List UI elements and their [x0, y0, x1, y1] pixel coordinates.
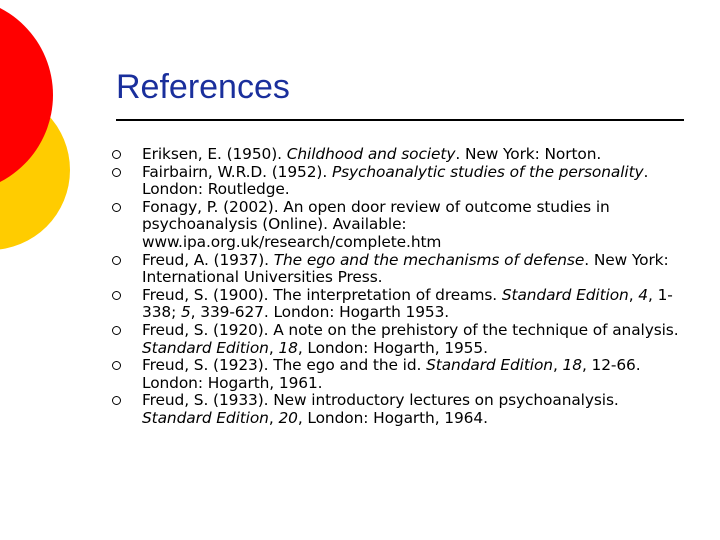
- reference-item: [112, 322, 692, 357]
- reference-text: ,: [552, 356, 563, 375]
- reference-text: , 339-627. London: Hogarth 1953.: [190, 303, 450, 322]
- reference-text: . New York: Norton.: [455, 145, 602, 163]
- reference-italic-text: Standard Edition: [501, 285, 629, 304]
- bullet-icon: [112, 361, 121, 370]
- reference-text: Freud, S. (1923). The ego and the id.: [142, 356, 427, 375]
- reference-text: ,: [628, 285, 639, 304]
- bullet-icon: [112, 326, 121, 335]
- reference-text: , London: Hogarth, 1964.: [297, 408, 488, 427]
- reference-text: ,: [268, 338, 279, 357]
- reference-item: [112, 199, 692, 252]
- page-title: References: [116, 68, 290, 106]
- reference-text: . London: Routledge.: [142, 162, 649, 199]
- reference-item: [112, 392, 692, 427]
- reference-item: [112, 252, 692, 287]
- reference-item: [112, 164, 692, 199]
- reference-italic-text: Standard Edition: [426, 356, 553, 375]
- bullet-icon: [112, 256, 121, 265]
- reference-italic-text: 18: [562, 356, 582, 375]
- bullet-icon: [112, 168, 121, 177]
- reference-text: Freud, S. (1933). New introductory lectures on psychoanalysis.: [142, 391, 619, 410]
- reference-text: Fonagy, P. (2002). An open door review of outcome studies in psychoanalysis (Online). Available: www.ipa.org.uk/research/complete.htm: [142, 197, 610, 251]
- reference-text: Freud, A. (1937).: [142, 250, 274, 269]
- reference-item: [112, 357, 692, 392]
- bullet-icon: [112, 396, 121, 405]
- bullet-icon: [112, 291, 121, 300]
- reference-italic-text: Standard Edition: [142, 338, 269, 357]
- reference-item: [112, 146, 692, 164]
- reference-italic-text: 20: [278, 408, 298, 427]
- reference-italic-text: The ego and the mechanisms of defense: [273, 250, 585, 269]
- reference-italic-text: 18: [278, 338, 298, 357]
- reference-item: [112, 287, 692, 322]
- reference-text: Fairbairn, W.R.D. (1952).: [142, 162, 332, 181]
- reference-text: , 12-66. London: Hogarth, 1961.: [142, 356, 641, 392]
- reference-text: ,: [268, 408, 279, 427]
- reference-list: [112, 146, 692, 428]
- reference-text: . New York: International Universities Press.: [142, 250, 669, 287]
- reference-text: Freud, S. (1920). A note on the prehistory of the technique of analysis.: [142, 320, 679, 339]
- reference-italic-text: 4: [638, 285, 648, 304]
- reference-italic-text: 5: [180, 303, 191, 322]
- reference-text: , 1-338;: [142, 285, 673, 322]
- bullet-icon: [112, 203, 121, 212]
- title-divider: [116, 119, 684, 121]
- reference-italic-text: Standard Edition: [142, 408, 269, 427]
- reference-italic-text: Psychoanalytic studies of the personality: [331, 162, 644, 181]
- reference-text: Freud, S. (1900). The interpretation of dreams.: [142, 285, 502, 304]
- bullet-icon: [112, 150, 121, 159]
- reference-italic-text: Childhood and society: [286, 145, 456, 163]
- reference-text: , London: Hogarth, 1955.: [297, 338, 488, 357]
- reference-text: Eriksen, E. (1950).: [142, 145, 287, 163]
- decorative-circles: [0, 0, 100, 300]
